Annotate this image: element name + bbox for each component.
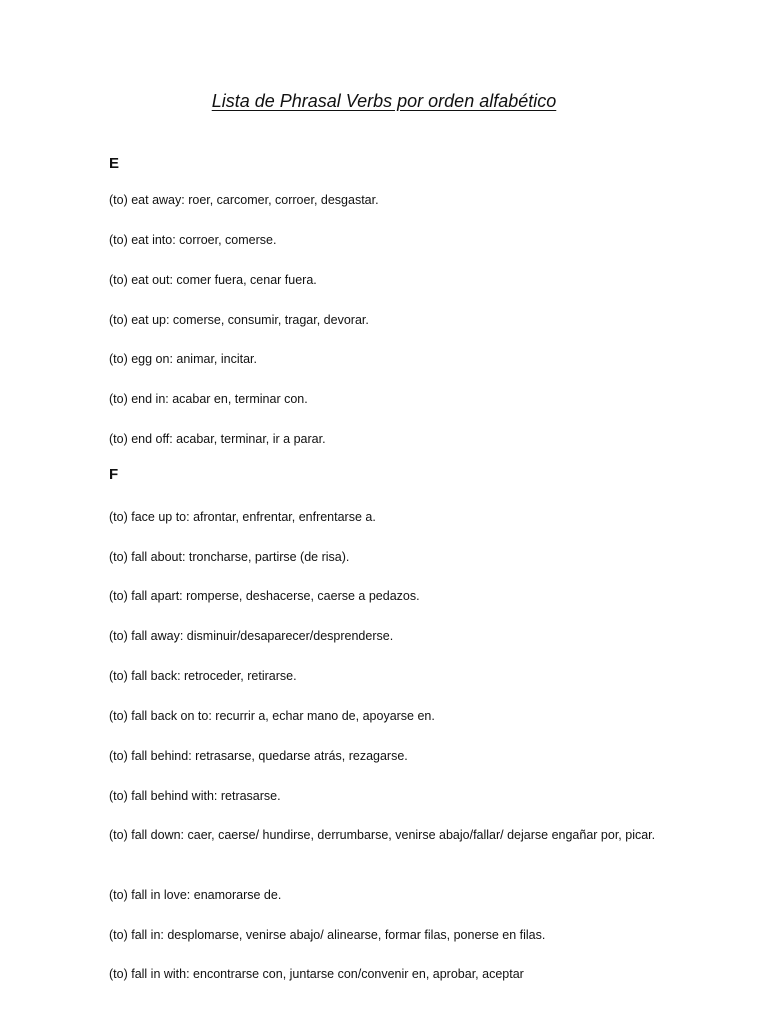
list-item: (to) fall away: disminuir/desaparecer/desprenderse. — [109, 629, 394, 643]
section-letter-f: F — [109, 466, 119, 483]
list-item: (to) fall down: caer, caerse/ hundirse, derrumbarse, venirse abajo/fallar/ dejarse engañar por, picar. — [109, 828, 656, 842]
list-item: (to) fall in: desplomarse, venirse abajo/ alinearse, formar filas, ponerse en filas. — [109, 928, 546, 942]
list-item: (to) fall back: retroceder, retirarse. — [109, 669, 297, 683]
list-item: (to) fall about: troncharse, partirse (de risa). — [109, 550, 350, 564]
list-item: (to) eat into: corroer, comerse. — [109, 233, 277, 247]
list-item: (to) eat up: comerse, consumir, tragar, devorar. — [109, 313, 369, 327]
list-item: (to) face up to: afrontar, enfrentar, enfrentarse a. — [109, 510, 376, 524]
list-item: (to) fall behind: retrasarse, quedarse atrás, rezagarse. — [109, 749, 408, 763]
list-item: (to) eat away: roer, carcomer, corroer, desgastar. — [109, 193, 379, 207]
list-item: (to) fall in with: encontrarse con, juntarse con/convenir en, aprobar, aceptar — [109, 967, 524, 981]
list-item: (to) eat out: comer fuera, cenar fuera. — [109, 273, 317, 287]
list-item: (to) fall back on to: recurrir a, echar mano de, apoyarse en. — [109, 709, 435, 723]
list-item: (to) end in: acabar en, terminar con. — [109, 392, 308, 406]
section-letter-e: E — [109, 155, 120, 172]
list-item: (to) fall behind with: retrasarse. — [109, 789, 281, 803]
list-item: (to) fall in love: enamorarse de. — [109, 888, 282, 902]
list-item: (to) egg on: animar, incitar. — [109, 352, 257, 366]
page-title: Lista de Phrasal Verbs por orden alfabético — [211, 91, 557, 111]
list-item: (to) fall apart: romperse, deshacerse, caerse a pedazos. — [109, 589, 420, 603]
list-item: (to) end off: acabar, terminar, ir a parar. — [109, 432, 326, 446]
